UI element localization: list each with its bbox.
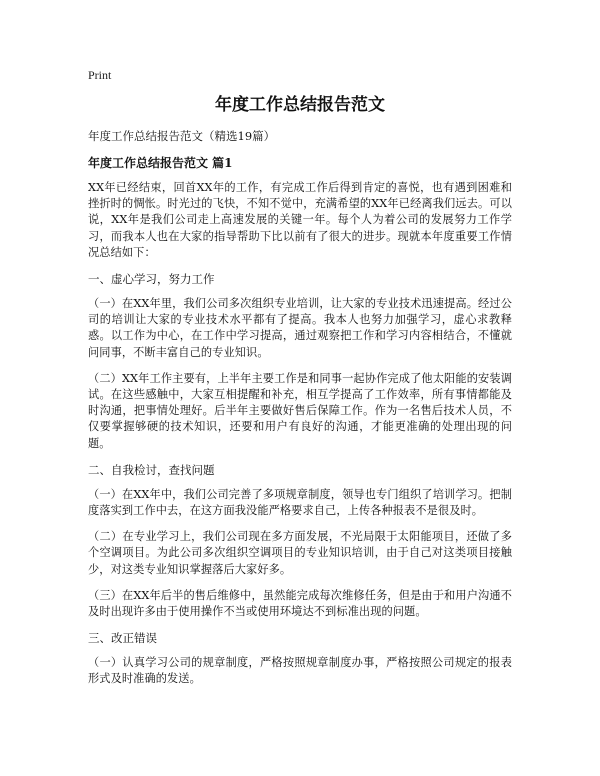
document-subtitle: 年度工作总结报告范文（精选19篇）: [88, 129, 276, 143]
section2-paragraph-3: （三）在XX年后半的售后维修中，虽然能完成每次维修任务，但是由于和用户沟通不及时出现许多由于使用操作不当或使用环境达不到标准出现的问题。: [88, 588, 512, 619]
print-label: Print: [88, 68, 112, 82]
article-heading: 年度工作总结报告范文 篇1: [88, 156, 233, 170]
section-heading-3: 三、改正错误: [88, 631, 157, 646]
section-heading-1: 一、虚心学习，努力工作: [88, 272, 215, 287]
section-heading-2: 二、自我检讨，查找问题: [88, 462, 215, 477]
section1-paragraph-2: （二）XX年工作主要有，上半年主要工作是和同事一起协作完成了他太阳能的安装调试。在这些感触中，大家互相提醒和补充，相互学提高了工作效率，所有事情都能及时沟通，把事情处理好。后半年主要做好售后保障工作。作为一名售后技术人员，不仅要掌握够硬的技术知识，还要和用户有良好的沟通，才能更准确的处理出现的问题。: [88, 371, 512, 450]
section2-paragraph-1: （一）在XX年中，我们公司完善了多项规章制度，领导也专门组织了培训学习。把制度落实到工作中去，在这方面我没能严格要求自己，上传各种报表不是很及时。: [88, 487, 512, 518]
section3-paragraph-1: （一）认真学习公司的规章制度，严格按照规章制度办事，严格按照公司规定的报表形式及时准确的发送。: [88, 656, 512, 686]
section1-paragraph-1: （一）在XX年里，我们公司多次组织专业培训，让大家的专业技术迅速提高。经过公司的培训让大家的专业技术水平都有了提高。我本人也努力加强学习，虚心求教释惑。以工作为中心，在工作中学习提高，通过观察把工作和学习内容相结合，不懂就问同事，不断丰富自己的专业知识。: [88, 297, 512, 359]
intro-paragraph: XX年已经结束，回首XX年的工作，有完成工作后得到肯定的喜悦，也有遇到困难和挫折时的惆怅。时光过的飞快，不知不觉中，充满希望的XX年已经离我们远去。可以说，XX年是我们公司走上高速发展的关键一年。每个人为着公司的发展努力工作学习，而我本人也在大家的指导帮助下比以前有了很大的进步。现就本年度重要工作情况总结如下：: [88, 181, 512, 259]
page-title: 年度工作总结报告范文: [215, 95, 385, 115]
section2-paragraph-2: （二）在专业学习上，我们公司现在多方面发展，不光局限于太阳能项目，还做了多个空调项目。为此公司多次组织空调项目的专业知识培训，由于自己对这类项目接触少，对这类专业知识掌握落后大家好多。: [88, 530, 512, 576]
